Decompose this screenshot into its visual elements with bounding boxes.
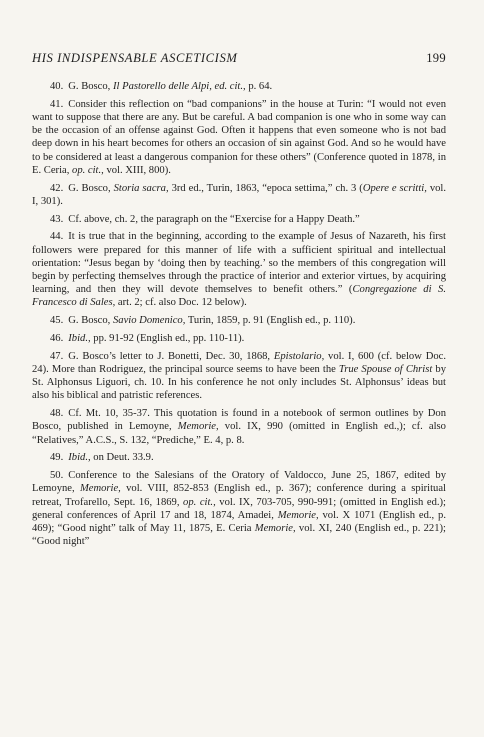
endnote	[32, 350, 446, 403]
running-title: HIS INDISPENSABLE ASCETICISM	[32, 51, 238, 65]
endnote-text: Conference to the Salesians of the Oratory of Valdocco, June 25, 1867, edited by Lemoyne,	[32, 470, 446, 495]
endnote-text: G. Bosco,	[68, 315, 113, 327]
endnote-text: vol. XI, 240 (English ed., p. 221); “Good night”	[32, 523, 446, 548]
endnote-text: vol. VIII, 852-853 (English ed., p. 367); conference during a spiritual retreat, Trofarello, Sept. 16, 1869,	[32, 483, 447, 508]
endnote-italic-text: Memorie,	[177, 421, 219, 433]
endnote-text: Cf. above, ch. 2, the paragraph on the “Exercise for a Happy Death.”	[68, 213, 360, 225]
endnote-number: 43.	[50, 213, 64, 225]
endnote-italic-text: Savio Domenico,	[112, 315, 186, 327]
endnote-number: 46.	[50, 333, 64, 345]
endnote-text: Cf. Mt. 10, 35-37. This quotation is found in a notebook of sermon outlines by Don Bosco, published in Lemoyne,	[32, 408, 446, 433]
endnote	[32, 332, 446, 345]
endnote	[32, 213, 446, 226]
endnote-text: Consider this reflection on “bad companions” in the house at Turin: “I would not even want to suppose that there are any. But be careful. A bad companion is one who in some way can be the occasion of an offense against God. Often it happens that even someone who is not bad deep down in his heart becomes for others an occasion of sin against God. And so he would have to be considered at least a dangerous companion for these others” (Conference quoted in 1878, in E. Ceria,	[32, 98, 446, 176]
endnote-italic-text: op. cit.,	[183, 496, 216, 508]
endnote-italic-text: Memorie,	[254, 523, 296, 535]
endnote	[32, 469, 446, 548]
endnote-italic-text: Opere e scritti,	[362, 182, 427, 194]
endnote-number: 50.	[50, 470, 64, 482]
endnote	[32, 314, 446, 327]
endnote-text: art. 2; cf. also Doc. 12 below).	[115, 297, 247, 309]
endnote-italic-text: op. cit.,	[72, 164, 104, 176]
endnote-italic-text: Ibid.,	[68, 333, 91, 345]
endnote-text: vol. X 1071 (English ed., p. 469); “Good night” talk of May 11, 1875, E. Ceria	[32, 509, 446, 535]
endnote	[32, 230, 446, 309]
endnote-italic-text: Ibid.,	[68, 452, 91, 464]
endnote-italic-text: Congregazione di S. Francesco di Sales,	[32, 284, 447, 309]
endnote	[32, 182, 446, 208]
endnote-text: vol. I, 301).	[32, 182, 447, 207]
endnote-italic-text: Memorie,	[277, 509, 319, 521]
endnote-italic-text: Memorie,	[79, 483, 121, 495]
endnote	[32, 80, 446, 93]
endnote-text: vol. IX, 990 (omitted in English ed.,); cf. also “Relatives,” A.C.S., S. 132, “Prediche,” E. 4, p. 8.	[32, 421, 446, 446]
endnote-italic-text: Epistolario,	[273, 350, 325, 362]
endnotes-list	[32, 80, 446, 553]
endnote-text: vol. XIII, 800).	[103, 164, 171, 176]
endnote-number: 40.	[50, 81, 64, 92]
endnote-text: pp. 91-92 (English ed., pp. 110-11).	[90, 333, 245, 345]
endnote-italic-text: Il Pastorello delle Alpi, ed. cit.,	[112, 81, 246, 92]
endnote-number: 47.	[50, 350, 64, 362]
endnote-number: 45.	[50, 315, 64, 327]
endnote-text: G. Bosco’s letter to J. Bonetti, Dec. 30, 1868,	[68, 350, 274, 362]
endnote-number: 49.	[50, 452, 64, 464]
endnote-text: G. Bosco,	[68, 81, 113, 92]
endnote-number: 48.	[50, 408, 64, 420]
endnote-text: p. 64.	[245, 81, 273, 92]
page-header	[32, 51, 446, 66]
page-number: 199	[426, 51, 446, 65]
endnote	[32, 407, 446, 447]
endnote-number: 42.	[50, 182, 64, 194]
endnote-text: It is true that in the beginning, according to the example of Jesus of Nazareth, his first followers were prepared for this manner of life with a sufficient spiritual and intellectual orientation: “Jesus began by ‘doing then by teaching.’ so the members of this congregation will begin by perfecting themselves through the practice of interior and exterior virtues, by acquiring learning, and then they will devote themselves to benefit others.” (	[32, 231, 446, 296]
endnote-number: 41.	[50, 98, 64, 110]
endnote-text: by St. Alphonsus Liguori, ch. 10. In his conference he not only includes St. Alphonsus’ ideas but also his biblical and patristic references.	[32, 364, 446, 402]
endnote-italic-text: Storia sacra,	[113, 182, 169, 194]
endnote-text: on Deut. 33.9.	[90, 452, 154, 464]
endnote	[32, 451, 446, 464]
endnote-text: vol. IX, 703-705, 990-991; (omitted in English ed.); general conferences of April 17 and 18, 1874, Amadei,	[32, 496, 446, 521]
endnote-italic-text: True Spouse of Christ	[338, 364, 433, 376]
endnote	[32, 98, 446, 177]
endnote-text: 3rd ed., Turin, 1863, “epoca settima,” ch. 3 (	[168, 182, 363, 194]
endnote-text: G. Bosco,	[68, 182, 114, 194]
endnote-text: Turin, 1859, p. 91 (English ed., p. 110).	[185, 315, 356, 327]
endnote-text: vol. I, 600 (cf. below Doc. 24). More than Rodriguez, the principal source seems to have been the	[32, 350, 446, 376]
endnote-number: 44.	[50, 231, 64, 243]
